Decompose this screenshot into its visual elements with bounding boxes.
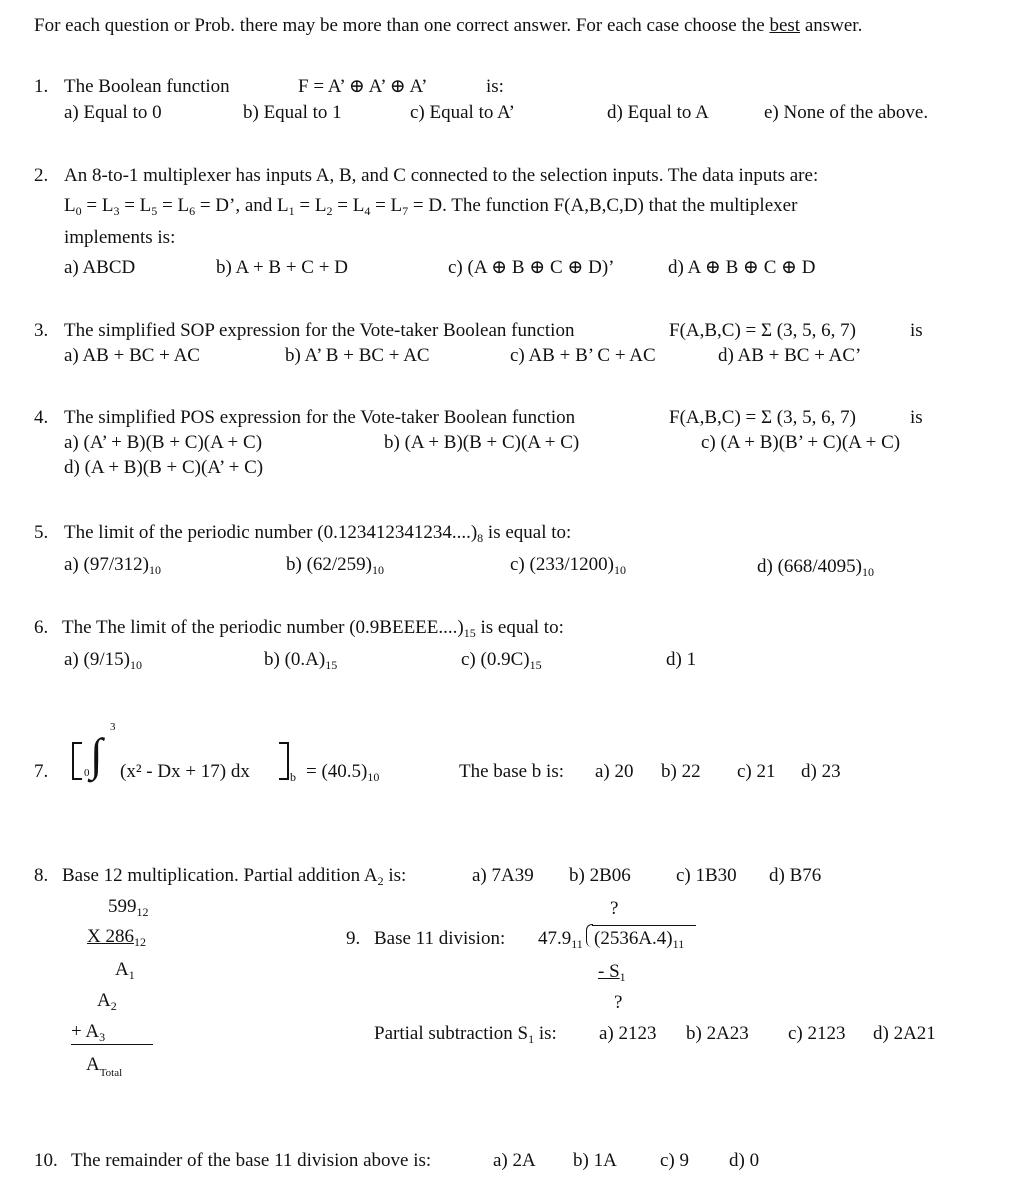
q2-option-c: c) (A ⊕ B ⊕ C ⊕ D)’ — [448, 257, 615, 278]
q8-partial-a1-sub: 1 — [128, 968, 135, 982]
q9-dividend — [594, 928, 685, 951]
division-bracket-icon — [586, 924, 593, 947]
q8-partial-a1-text: A — [115, 959, 129, 980]
q6-option-a-sub: 10 — [129, 658, 142, 672]
q2-sub: 2 — [326, 204, 333, 218]
q6-stem — [62, 617, 564, 640]
q6-option-a-text: a) (9/15) — [64, 649, 130, 670]
q2-option-a: a) ABCD — [64, 257, 136, 278]
q4-option-c: c) (A + B)(B’ + C)(A + C) — [701, 432, 901, 453]
q8-stem-end: is: — [383, 865, 407, 886]
q8-partial-a3-text: + A — [71, 1021, 100, 1042]
q1-option-d: d) Equal to A — [607, 102, 709, 123]
q5-stem — [64, 522, 572, 545]
q7-number: 7. — [34, 761, 49, 782]
q8-option-a: a) 7A39 — [472, 865, 534, 886]
q9-number: 9. — [346, 928, 361, 949]
q8-total — [86, 1054, 123, 1079]
q8-total-sub: Total — [99, 1067, 123, 1079]
q7-left-bracket — [72, 742, 82, 780]
q8-multiplier — [87, 926, 146, 949]
q4-option-b: b) (A + B)(B + C)(A + C) — [384, 432, 580, 453]
q9-dividend-sub: 11 — [672, 937, 685, 951]
q8-partial-a2 — [97, 990, 117, 1013]
q8-multiplicand — [108, 896, 149, 919]
q3-number: 3. — [34, 320, 49, 341]
q9-subtrahend-text: - S — [598, 961, 620, 982]
q4-is: is — [910, 407, 923, 428]
q8-option-d: d) B76 — [769, 865, 822, 886]
q10-stem: The remainder of the base 11 division above is: — [71, 1150, 432, 1171]
q5-option-a — [64, 554, 161, 577]
q5-option-c — [510, 554, 626, 577]
instructions-emphasis: best — [769, 15, 801, 36]
q9-partial-text: Partial subtraction S — [374, 1023, 529, 1044]
q1-stem: The Boolean function — [64, 76, 230, 97]
q9-subtrahend-sub: 1 — [619, 970, 626, 984]
q2-text: = D. The function F(A,B,C,D) that the multiplexer — [408, 195, 798, 216]
q2-sub: 6 — [189, 204, 196, 218]
instructions — [34, 16, 862, 35]
q9-difference-unknown: ? — [614, 992, 623, 1013]
q6-option-d — [666, 650, 696, 669]
q8-multiplicand-text: 599 — [108, 896, 137, 917]
q8-multiplier-sub: 12 — [133, 935, 146, 949]
q7-integrand: (x² - Dx + 17) dx — [120, 761, 250, 782]
q7-upper-limit: 3 — [110, 721, 116, 733]
q5-option-d — [757, 556, 875, 579]
q6-option-b-text: b) (0.A) — [264, 649, 326, 670]
q2-sub: 5 — [151, 204, 158, 218]
q4-stem: The simplified POS expression for the Vote-taker Boolean function — [64, 407, 576, 428]
q5-option-b — [286, 554, 385, 577]
q6-stem-text: The The limit of the periodic number (0.9BEEEE....) — [62, 617, 464, 638]
q6-option-c — [461, 649, 542, 672]
q1-number: 1. — [34, 76, 49, 97]
q8-option-c: c) 1B30 — [676, 865, 737, 886]
q3-option-d: d) AB + BC + AC’ — [718, 345, 862, 366]
q5-option-c-sub: 10 — [613, 563, 626, 577]
q6-option-c-sub: 15 — [529, 658, 542, 672]
q8-multiplicand-sub: 12 — [136, 905, 149, 919]
q8-partial-a3-sub: 3 — [99, 1030, 106, 1044]
q3-expression: F(A,B,C) = Σ (3, 5, 6, 7) — [669, 320, 856, 341]
q1-option-b: b) Equal to 1 — [243, 102, 342, 123]
q8-stem — [62, 865, 407, 888]
q3-stem: The simplified SOP expression for the Vote-taker Boolean function — [64, 320, 575, 341]
q1-option-e: e) None of the above. — [764, 102, 929, 123]
q7-equation-text: = (40.5) — [306, 761, 368, 782]
q4-option-d: d) (A + B)(B + C)(A’ + C) — [64, 457, 264, 478]
instructions-end: answer. — [800, 15, 863, 36]
q6-option-b-sub: 15 — [325, 658, 338, 672]
q6-option-c-text: c) (0.9C) — [461, 649, 530, 670]
q9-divisor-sub: 11 — [571, 937, 583, 951]
q5-option-a-text: a) (97/312) — [64, 554, 149, 575]
q4-option-a: a) (A’ + B)(B + C)(A + C) — [64, 432, 263, 453]
q3-option-a: a) AB + BC + AC — [64, 345, 200, 366]
q8-stem-text: Base 12 multiplication. Partial addition A — [62, 865, 378, 886]
q2-text: = L — [332, 195, 365, 216]
q9-option-b: b) 2A23 — [686, 1023, 749, 1044]
q10-option-c: c) 9 — [660, 1150, 690, 1171]
q7-equation — [306, 761, 380, 784]
q5-option-b-text: b) (62/259) — [286, 554, 373, 575]
integral-sign-icon: ∫ — [90, 729, 103, 780]
q7-option-d: d) 23 — [801, 761, 841, 782]
q3-option-c: c) AB + B’ C + AC — [510, 345, 656, 366]
q9-option-c: c) 2123 — [788, 1023, 846, 1044]
q4-expression: F(A,B,C) = Σ (3, 5, 6, 7) — [669, 407, 856, 428]
q2-label: L — [64, 195, 76, 216]
q9-partial-sub: 1 — [528, 1032, 535, 1046]
q5-stem-text: The limit of the periodic number (0.123412341234....) — [64, 522, 478, 543]
q8-sum-line — [71, 1044, 153, 1045]
q2-text: = L — [119, 195, 152, 216]
q5-option-c-text: c) (233/1200) — [510, 554, 614, 575]
q1-option-c: c) Equal to A’ — [410, 102, 516, 123]
q4-number: 4. — [34, 407, 49, 428]
q5-option-b-sub: 10 — [372, 563, 385, 577]
q6-stem-end: is equal to: — [475, 617, 564, 638]
q10-option-b: b) 1A — [573, 1150, 617, 1171]
q6-number: 6. — [34, 617, 49, 638]
q9-divisor-text: 47.9 — [538, 928, 572, 949]
q10-option-a: a) 2A — [493, 1150, 536, 1171]
q1-expression: F = A’ ⊕ A’ ⊕ A’ — [298, 76, 428, 97]
q9-dividend-overline — [592, 925, 696, 926]
q8-partial-a1 — [115, 959, 135, 982]
q2-sub: 4 — [364, 204, 371, 218]
q5-option-d-text: d) (668/4095) — [757, 556, 863, 577]
q2-text: = L — [370, 195, 403, 216]
q8-partial-a2-text: A — [97, 990, 111, 1011]
q5-stem-sub: 8 — [477, 531, 484, 545]
q6-option-a — [64, 649, 142, 672]
q5-number: 5. — [34, 522, 49, 543]
q6-option-b — [264, 649, 338, 672]
q3-option-b: b) A’ B + BC + AC — [285, 345, 430, 366]
q2-sub: 3 — [113, 204, 120, 218]
q7-equation-sub: 10 — [367, 770, 380, 784]
q9-quotient-unknown: ? — [610, 898, 619, 919]
q3-is: is — [910, 320, 923, 341]
q6-option-d-text: d) 1 — [666, 649, 697, 670]
q8-option-b: b) 2B06 — [569, 865, 631, 886]
q2-text: = D’, and L — [195, 195, 289, 216]
q9-divisor — [538, 928, 583, 951]
q2-sub: 0 — [75, 204, 82, 218]
q2-text: = L — [157, 195, 190, 216]
q9-subtrahend — [598, 961, 626, 984]
q10-number: 10. — [34, 1150, 58, 1171]
q1-option-a: a) Equal to 0 — [64, 102, 162, 123]
q2-line3: implements is: — [64, 227, 176, 248]
q7-right-bracket — [279, 742, 289, 780]
instructions-text: For each question or Prob. there may be more than one correct answer. For each case choose the — [34, 15, 770, 36]
q7-lower-limit: 0 — [84, 767, 90, 779]
q8-multiplier-text: X 286 — [87, 926, 134, 947]
q7-base-sub: b — [290, 770, 296, 784]
q2-text: = L — [294, 195, 327, 216]
q5-option-a-sub: 10 — [148, 563, 161, 577]
q6-stem-sub: 15 — [463, 626, 476, 640]
q9-dividend-text: (2536A.4) — [594, 928, 673, 949]
q2-option-b: b) A + B + C + D — [216, 257, 348, 278]
q8-stem-sub: 2 — [377, 874, 384, 888]
q2-line1: An 8-to-1 multiplexer has inputs A, B, and C connected to the selection inputs. The data inputs are: — [64, 165, 819, 186]
q2-option-d: d) A ⊕ B ⊕ C ⊕ D — [668, 257, 816, 278]
q9-partial-question — [374, 1023, 557, 1046]
q2-sub: 7 — [402, 204, 409, 218]
q8-total-text: A — [86, 1054, 100, 1075]
q9-stem: Base 11 division: — [374, 928, 506, 949]
q10-option-d: d) 0 — [729, 1150, 760, 1171]
q8-partial-a2-sub: 2 — [110, 999, 117, 1013]
q8-number: 8. — [34, 865, 49, 886]
q5-option-d-sub: 10 — [862, 565, 875, 579]
q7-option-c: c) 21 — [737, 761, 776, 782]
q5-stem-end: is equal to: — [483, 522, 572, 543]
q2-sub: 1 — [288, 204, 295, 218]
q9-option-a: a) 2123 — [599, 1023, 657, 1044]
q2-number: 2. — [34, 165, 49, 186]
q7-option-a: a) 20 — [595, 761, 634, 782]
q9-option-d: d) 2A21 — [873, 1023, 936, 1044]
q2-line2 — [64, 195, 798, 218]
q2-text: = L — [81, 195, 114, 216]
q8-partial-a3 — [71, 1021, 106, 1044]
q7-option-b: b) 22 — [661, 761, 701, 782]
q9-partial-end: is: — [534, 1023, 557, 1044]
q1-is: is: — [486, 76, 504, 97]
q7-question: The base b is: — [459, 761, 565, 782]
